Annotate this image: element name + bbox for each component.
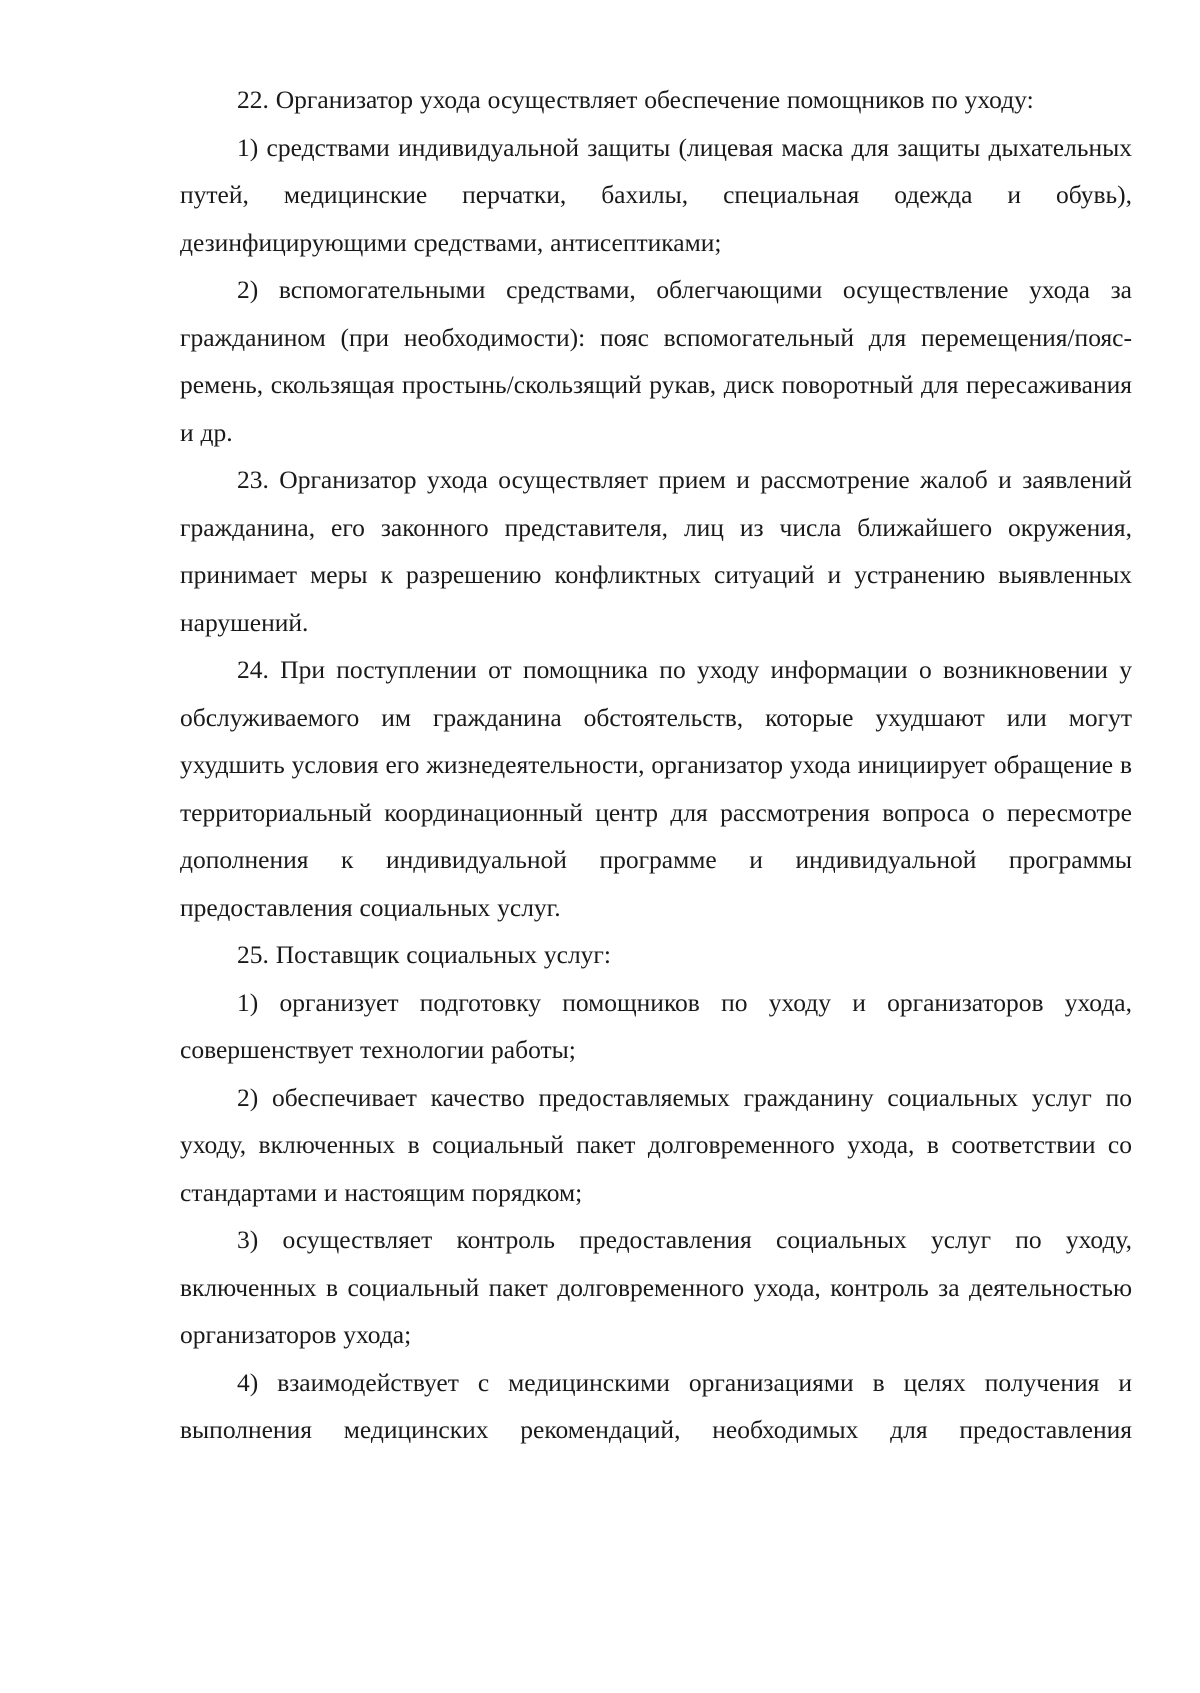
paragraph-24: 24. При поступлении от помощника по уходу информации о возникновении у обслуживаемого им гражданина обстоятельств, которые ухудшают или могут ухудшить условия его жизнедеятельности, организатор ухода инициирует обращение в территориальный координационный центр для рассмотрения вопроса о пересмотре дополнения к индивидуальной программе и индивидуальной программы предоставления социальных услуг.	[180, 655, 1132, 922]
paragraph-25-item-4: 4) взаимодействует с медицинскими организациями в целях получения и выполнения медицинских рекомендаций, необходимых для предоставления	[180, 1367, 1132, 1444]
paragraph-22-item-1: 1) средствами индивидуальной защиты (лицевая маска для защиты дыхательных путей, медицинские перчатки, бахилы, специальная одежда и обувь), дезинфицирующими средствами, антисептиками;	[180, 132, 1132, 257]
paragraph-25-item-1: 1) организует подготовку помощников по уходу и организаторов ухода, совершенствует технологии работы;	[180, 987, 1132, 1064]
paragraph-22: 22. Организатор ухода осуществляет обеспечение помощников по уходу:	[237, 85, 1034, 114]
paragraph-25: 25. Поставщик социальных услуг:	[237, 940, 611, 969]
paragraph-22-item-2: 2) вспомогательными средствами, облегчающими осуществление ухода за гражданином (при необходимости): пояс вспомогательный для перемещения/пояс-ремень, скользящая простынь/скользящий рукав, диск поворотный для пересаживания и др.	[180, 275, 1132, 447]
paragraph-25-item-3: 3) осуществляет контроль предоставления социальных услуг по уходу, включенных в социальный пакет долговременного ухода, контроль за деятельностью организаторов ухода;	[180, 1225, 1132, 1349]
paragraph-23: 23. Организатор ухода осуществляет прием и рассмотрение жалоб и заявлений гражданина, его законного представителя, лиц из числа ближайшего окружения, принимает меры к разрешению конфликтных ситуаций и устранению выявленных нарушений.	[180, 465, 1132, 637]
paragraph-25-item-2: 2) обеспечивает качество предоставляемых гражданину социальных услуг по уходу, включенных в социальный пакет долговременного ухода, в соответствии со стандартами и настоящим порядком;	[180, 1082, 1132, 1207]
document-body	[180, 76, 1132, 1454]
